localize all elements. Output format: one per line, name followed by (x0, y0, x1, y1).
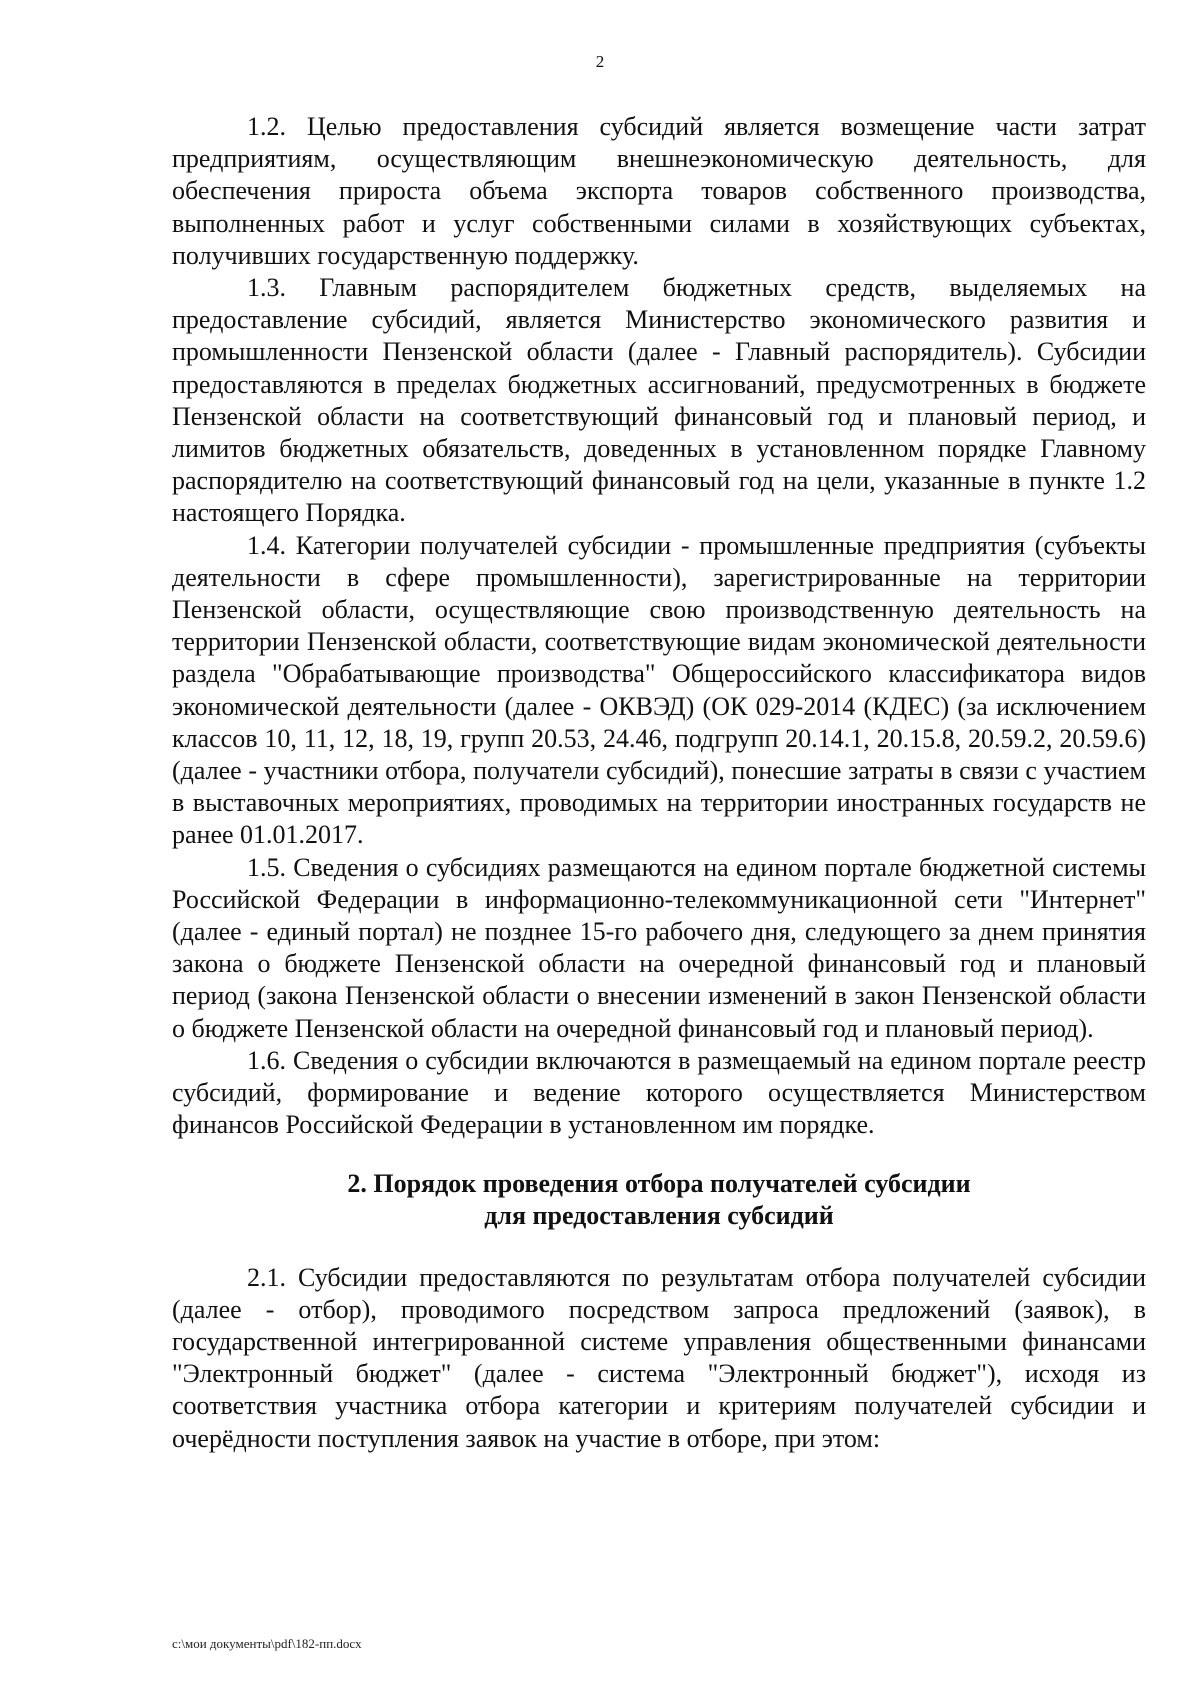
section-heading-line-2: для предоставления субсидий (484, 1200, 834, 1230)
paragraph-1-3: 1.3. Главным распорядителем бюджетных средств, выделяемых на предоставление субсидий, является Министерство экономического развития и промышленности Пензенской области (далее - Главный распорядитель). Субсидии предоставляются в пределах бюджетных ассигнований, предусмотренных в бюджете Пензенской области на соответствующий финансовый год и плановый период, и лимитов бюджетных обязательств, доведенных в установленном порядке Главному распорядителю на соответствующий финансовый год на цели, указанные в пункте 1.2 настоящего Порядка. (172, 273, 1146, 528)
document-body (172, 111, 1146, 1455)
page-number: 2 (595, 52, 605, 71)
paragraph-1-4: 1.4. Категории получателей субсидии - промышленные предприятия (субъекты деятельности в сфере промышленности), зарегистрированные на территории Пензенской области, осуществляющие свою производственную деятельность на территории Пензенской области, соответствующие видам экономической деятельности раздела "Обрабатывающие производства" Общероссийского классификатора видов экономической деятельности (далее - ОКВЭД) (ОК 029-2014 (КДЕС) (за исключением классов 10, 11, 12, 18, 19, групп 20.53, 24.46, подгрупп 20.14.1, 20.15.8, 20.59.2, 20.59.6) (далее - участники отбора, получатели субсидий), понесшие затраты в связи с участием в выставочных мероприятиях, проводимых на территории иностранных государств не ранее 01.01.2017. (172, 530, 1146, 850)
paragraph-2-1: 2.1. Субсидии предоставляются по результатам отбора получателей субсидии (далее - отбор), проводимого посредством запроса предложений (заявок), в государственной интегрированной системе управления общественными финансами "Электронный бюджет" (далее - система "Электронный бюджет"), исходя из соответствия участника отбора категории и критериям получателей субсидии и очерёдности поступления заявок на участие в отборе, при этом: (172, 1262, 1146, 1453)
paragraph-1-5: 1.5. Сведения о субсидиях размещаются на едином портале бюджетной системы Российской Федерации в информационно-телекоммуникационной сети "Интернет" (далее - единый портал) не позднее 15-го рабочего дня, следующего за днем принятия закона о бюджете Пензенской области на очередной финансовый год и плановый период (закона Пензенской области о внесении изменений в закон Пензенской области о бюджете Пензенской области на очередной финансовый год и плановый период). (172, 852, 1146, 1043)
section-heading-line-1: 2. Порядок проведения отбора получателей субсидии (347, 1168, 971, 1198)
section-2-heading (172, 1168, 1146, 1232)
footer-file-path: c:\мои документы\pdf\182-пп.docx (172, 1636, 362, 1651)
paragraph-1-2: 1.2. Целью предоставления субсидий является возмещение части затрат предприятиям, осуществляющим внешнеэкономическую деятельность, для обеспечения прироста объема экспорта товаров собственного производства, выполненных работ и услуг собственными силами в хозяйствующих субъектах, получивших государственную поддержку. (172, 112, 1146, 270)
paragraph-1-6: 1.6. Сведения о субсидии включаются в размещаемый на едином портале реестр субсидий, формирование и ведение которого осуществляется Министерством финансов Российской Федерации в установленном им порядке. (172, 1045, 1146, 1140)
